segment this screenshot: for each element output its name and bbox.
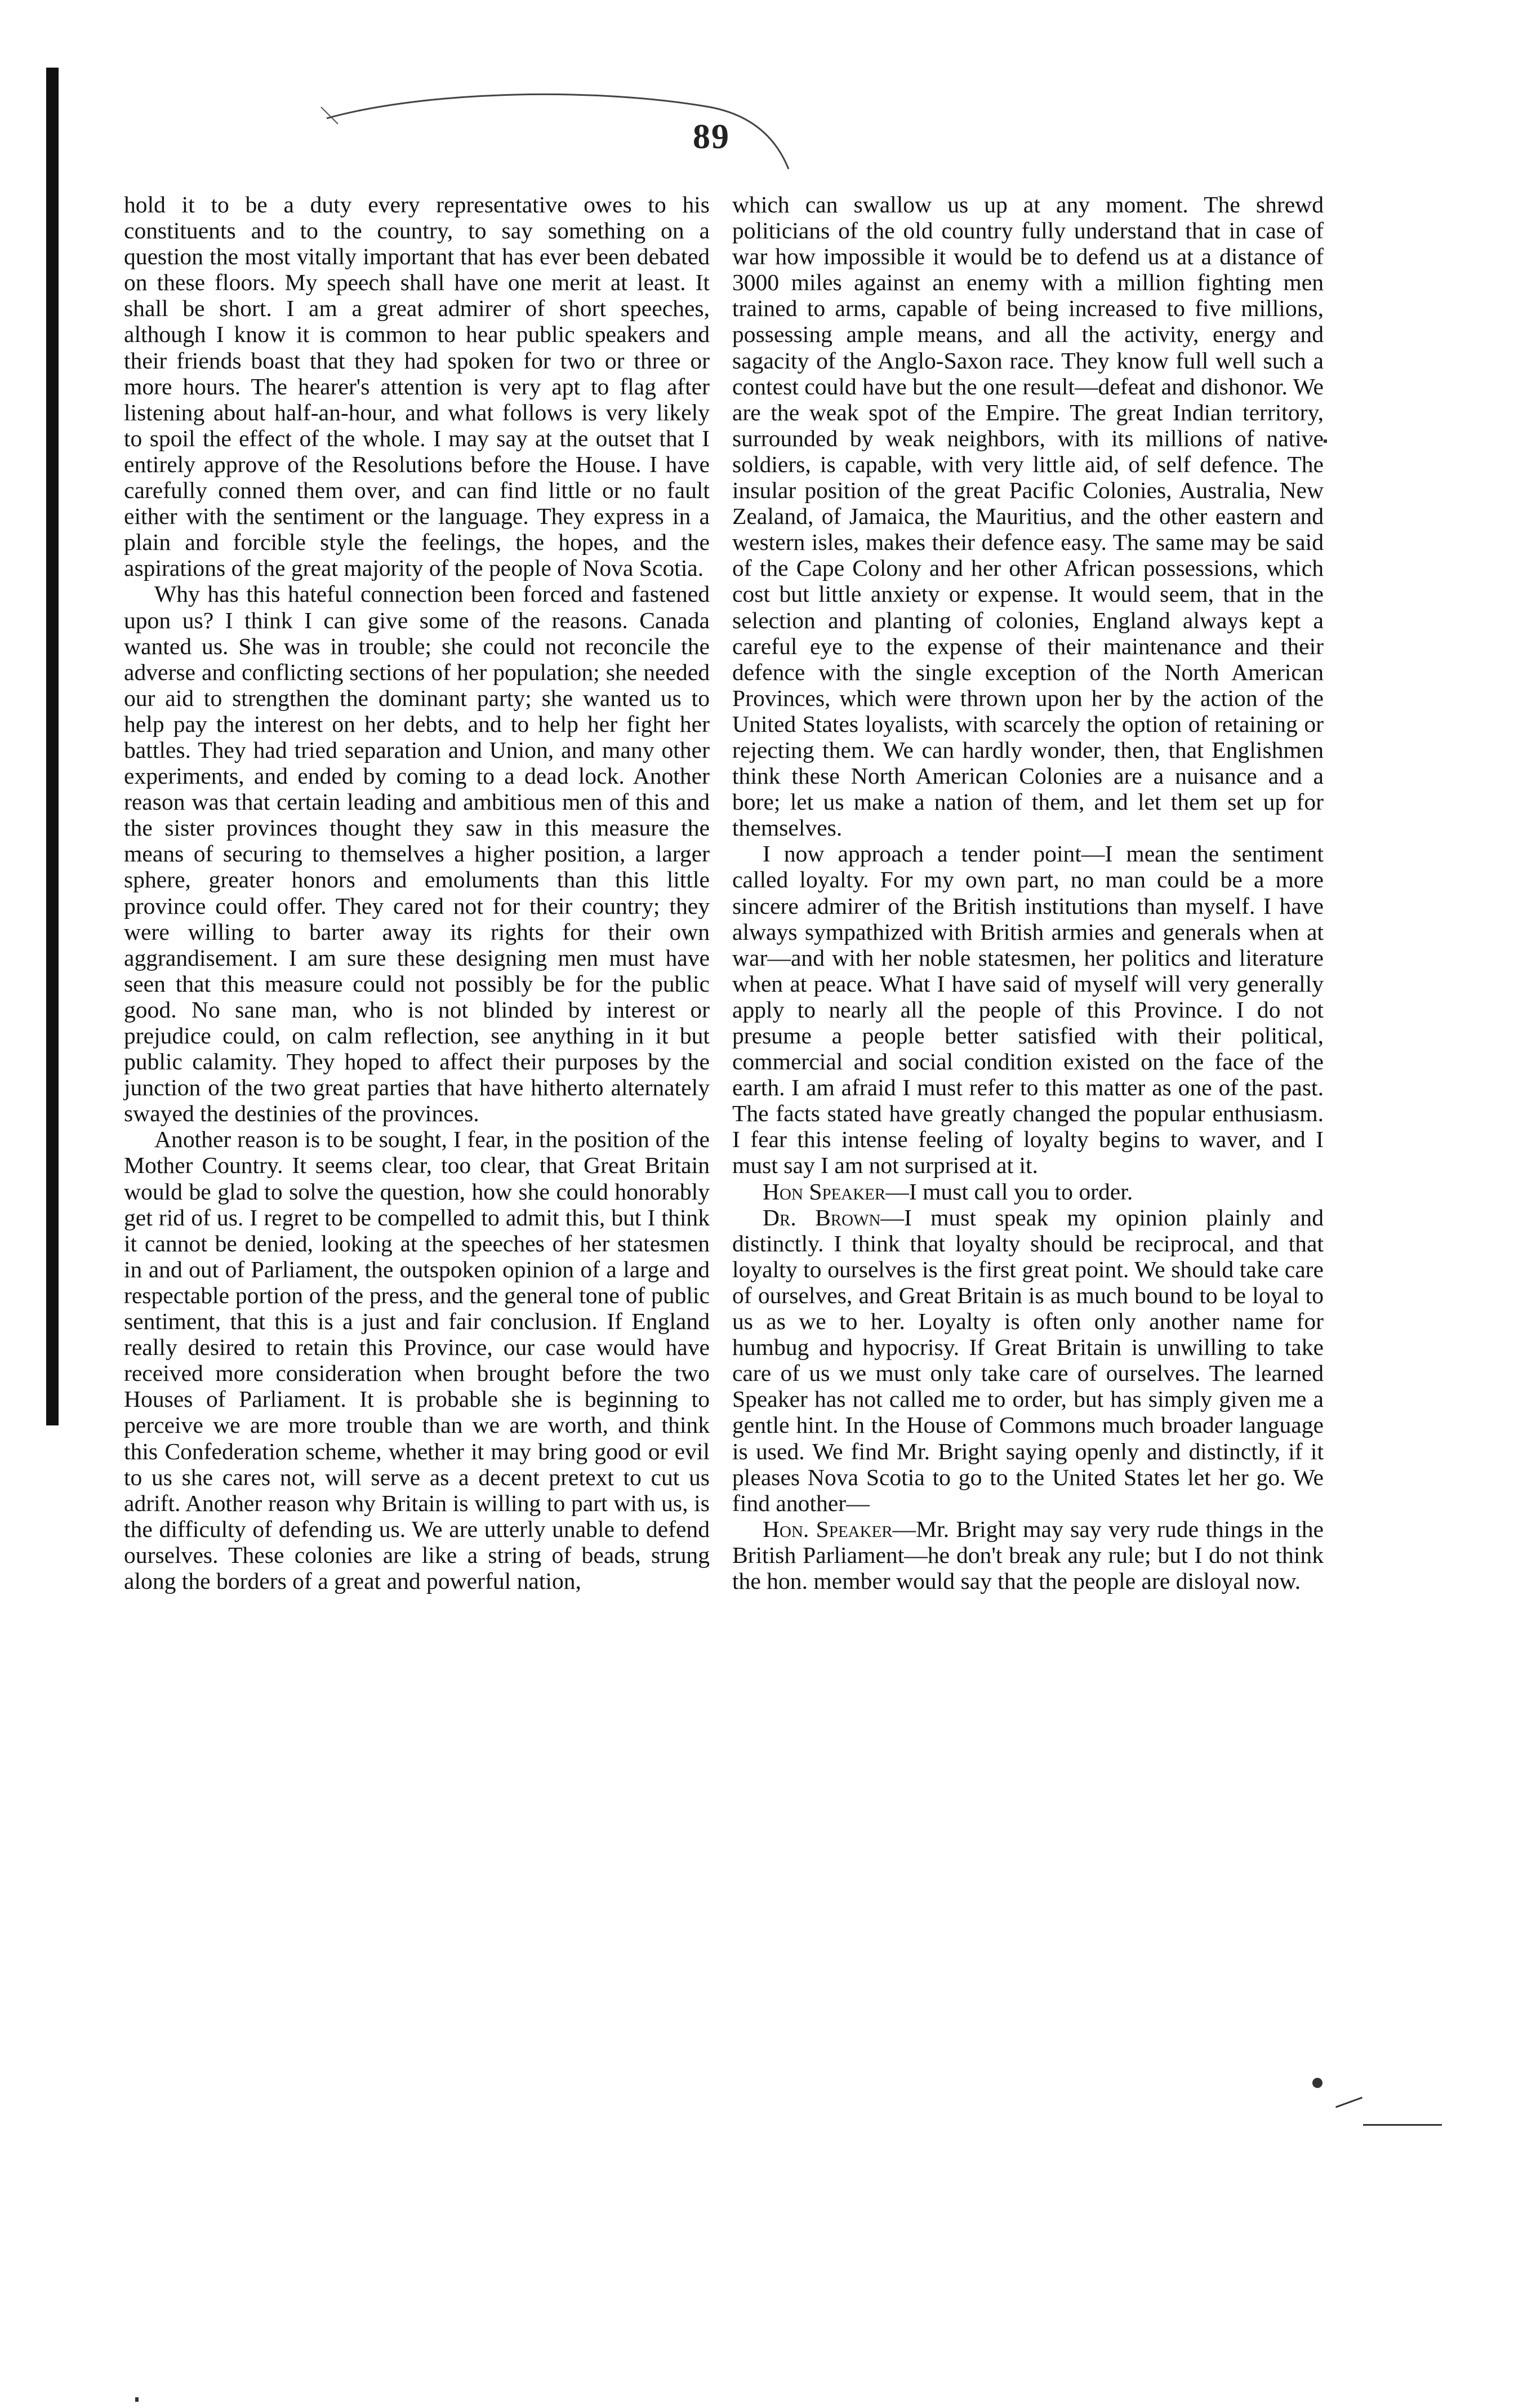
stray-mark (1363, 2124, 1442, 2126)
paragraph: Why has this hateful connection been forced and fastened upon us? I think I can give some of the reasons. Canada wanted us. She was in trouble; she could not reconcile the adverse and conflicting sections of her population; she needed our aid to strengthen the dominant party; she wanted us to help pay the interest on her debts, and to help her fight her battles. They had tried separation and Union, and many other experiments, and ended by coming to a dead lock. Another reason was that certain leading and ambitious men of this and the sister provinces thought they saw in this measure the means of securing to themselves a higher position, a larger sphere, greater honors and emoluments than this little province could offer. They cared not for their country; they were willing to barter away its rights for their own aggrandisement. I am sure these designing men must have seen that this measure could not possibly be for the public good. No sane man, who is not blinded by interest or prejudice could, on calm reflection, see anything in it but public calamity. They hoped to affect their purposes by the junction of the two great parties that have hitherto alternately swayed the destinies of the provinces. (124, 581, 710, 1127)
speaker-name: Hon. Speaker (763, 1516, 893, 1542)
page-number: 89 (693, 118, 730, 156)
speech-text: —Mr. Bright may say very rude things in the British Parliament—he don't break any rule; but I do not think the hon. member would say that the people are disloyal now. (732, 1516, 1324, 1594)
speaker-name: Dr. Brown (763, 1204, 881, 1230)
speaker-exchange (732, 1179, 1324, 1205)
stray-mark (1335, 2097, 1362, 2108)
speech-text: —I must speak my opinion plainly and distinctly. I think that loyalty should be reciprocal, and that loyalty to ourselves is the first great point. We should take care of ourselves, and Great Britain is as much bound to be loyal to us as we to her. Loyalty is often only another name for humbug and hypocrisy. If Great Britain is unwilling to take care of us we must only take care of ourselves. The learned Speaker has not called me to order, but has simply given me a gentle hint. In the House of Commons much broader language is used. We find Mr. Bright saying openly and distinctly, if it pleases Nova Scotia to go to the United States let her go. We find another— (732, 1204, 1324, 1516)
stray-mark (135, 2397, 139, 2402)
paragraph: which can swallow us up at any moment. The shrewd politicians of the old country fully understand that in case of war how impossible it would be to defend us at a distance of 3000 miles against an enemy with a million fighting men trained to arms, capable of being increased to five millions, possessing ample means, and all the activity, energy and sagacity of the Anglo-Saxon race. They know full well such a contest could have but the one result—defeat and dishonor. We are the weak spot of the Empire. The great Indian territory, surrounded by weak neighbors, with its millions of native soldiers, is capable, with very little aid, of self defence. The insular position of the great Pacific Colonies, Australia, New Zealand, of Jamaica, the Mauritius, and the other eastern and western isles, makes their defence easy. The same may be said of the Cape Colony and her other African possessions, which cost but little anxiety or expense. It would seem, that in the selection and planting of colonies, England always kept a careful eye to the expense of their maintenance and their defence with the single exception of the North American Provinces, which were thrown upon her by the action of the United States loyalists, with scarcely the option of retaining or rejecting them. We can hardly wonder, then, that Englishmen think these North American Colonies are a nuisance and a bore; let us make a nation of them, and let them set up for themselves. (732, 192, 1324, 841)
right-column (732, 192, 1324, 1594)
paragraph: I now approach a tender point—I mean the sentiment called loyalty. For my own part, no man could be a more sincere admirer of the British institutions than myself. I have always sympathized with British armies and generals when at war—and with her noble statesmen, her politics and literature when at peace. What I have said of myself will very generally apply to nearly all the people of this Province. I do not presume a people better satisfied with their political, commercial and social condition existed on the face of the earth. I am afraid I must refer to this matter as one of the past. The facts stated have greatly changed the popular enthusiasm. I fear this intense feeling of loyalty begins to waver, and I must say I am not surprised at it. (732, 841, 1324, 1179)
speaker-exchange (732, 1205, 1324, 1516)
speech-text: —I must call you to order. (885, 1178, 1133, 1205)
paragraph: hold it to be a duty every representative owes to his constituents and to the country, to say something on a question the most vitally important that has ever been debated on these floors. My speech shall have one merit at least. It shall be short. I am a great admirer of short speeches, although I know it is common to hear public speakers and their friends boast that they had spoken for two or three or more hours. The hearer's attention is very apt to flag after listening about half-an-hour, and what follows is very likely to spoil the effect of the whole. I may say at the outset that I entirely approve of the Resolutions before the House. I have carefully conned them over, and can find little or no fault either with the sentiment or the language. They express in a plain and forcible style the feelings, the hopes, and the aspirations of the great majority of the people of Nova Scotia. (124, 192, 710, 581)
left-column (124, 192, 710, 1594)
speaker-exchange (732, 1516, 1324, 1594)
stray-mark (1324, 439, 1327, 443)
paragraph: Another reason is to be sought, I fear, in the position of the Mother Country. It seems clear, too clear, that Great Britain would be glad to solve the question, how she could honorably get rid of us. I regret to be compelled to admit this, but I think it cannot be denied, looking at the speeches of her statesmen in and out of Parliament, the outspoken opinion of a large and respectable portion of the press, and the general tone of public sentiment, that this is a just and fair conclusion. If England really desired to retain this Province, our case would have received more consideration when brought before the two Houses of Parliament. It is probable she is beginning to perceive we are more trouble than we are worth, and think this Confederation scheme, whether it may bring good or evil to us she cares not, will serve as a decent pretext to cut us adrift. Another reason why Britain is willing to part with us, is the difficulty of defending us. We are utterly unable to defend ourselves. These colonies are like a string of beads, strung along the borders of a great and powerful nation, (124, 1126, 710, 1594)
stray-mark (1312, 2078, 1322, 2088)
speaker-name: Hon Speaker (763, 1178, 886, 1205)
handwritten-curve-mark (315, 85, 822, 208)
scan-margin-bar (46, 68, 59, 1425)
